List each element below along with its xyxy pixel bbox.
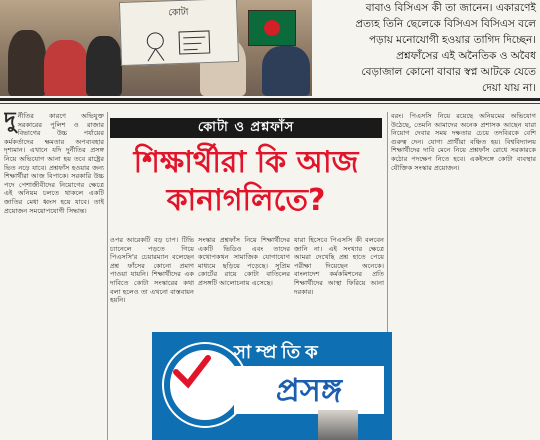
poster-text: কোটা xyxy=(168,7,189,19)
column-text: র্নীতির কারণে অভিযুক্ত সরকারের পুলিশ ও রাজার বিভাগের উচ্চ পর্যায়ের কর্মকর্তাদের ক্ষমতার অপব্যবহার দৃশ্যমান। এখানে যদি দুর্নীতির প্রসঙ্গ নিয়ে অভিযোগ আনা হয় তবে রাষ্ট্রের ভিত নড়ে যাবে। প্রশ্নফাঁস হওয়ার জন্য শিক্ষার্থীরা আজ বিপাকে। সরকারি উচ্চ পদে পেশাজীবীদের নিয়োগের ক্ষেত্রে এই অনিয়ম চলতে থাকলে একটি জাতির মেধা ধ্বংস হয়ে যাবে। তাই প্রয়োজন সময়োপযোগী সিদ্ধান্ত। xyxy=(4,112,104,215)
article-kicker: কোটা ও প্রশ্নফাঁস xyxy=(110,118,382,138)
author-photo xyxy=(318,410,358,440)
news-photo xyxy=(0,0,312,96)
text-line: প্রশ্নফাঁসের এই অনৈতিক ও অবৈধ xyxy=(396,50,536,62)
article-column-5 xyxy=(391,112,536,440)
column-divider xyxy=(107,112,108,440)
text-line: প্রত্যহ তিনি ছেলেকে বিসিএস বিসিএস বলে xyxy=(355,18,536,30)
section-divider xyxy=(0,98,540,101)
previous-article-ending xyxy=(318,0,536,96)
text-line: বাবাও বিসিএস কী তা জানেন। একারণেই xyxy=(365,2,536,14)
text-line: পড়ায় মনোযোগী হওয়ার তাগিদ দিচ্ছেন। xyxy=(368,34,536,46)
column-text: যারা হিসেবে পিএসসি কী বলবেন জানি না। এই সংখ্যার ক্ষেত্রে আমরা দেখেছি প্রশ্ন হাতে পেয়ে পরীক্ষা দিয়েছেন অনেকে। বাংলাদেশ কর্মকমিশনের প্রতি শিক্ষার্থীদের আস্থা ফিরিয়ে আনা দরকার। xyxy=(294,236,384,296)
column-text: সংস্কার প্রশ্নফাঁস নিয়ে শিক্ষার্থীদের একটি ভিডিও এবং তাদের কথোপকথন সামাজিক যোগাযোগ মাধ্যমে ছড়িয়ে পড়েছে। সুপ্রিম কোর্টের রায়ে কোটা বাতিলের প্রসঙ্গটি আলোচনায় এসেছে। xyxy=(198,236,290,287)
protester-figure xyxy=(44,40,88,96)
logo-main-word: প্রসঙ্গ xyxy=(234,366,384,414)
logo-top-word: সাম্প্রতিক xyxy=(234,342,323,363)
protester-figure xyxy=(8,30,46,96)
text-line: দেয়া যায় না। xyxy=(481,82,536,94)
headline-line-2: কানাগলিতে? xyxy=(166,183,326,218)
protester-figure xyxy=(86,36,122,96)
drop-cap: দু xyxy=(4,112,16,133)
bangladesh-flag xyxy=(248,10,296,46)
protest-poster xyxy=(119,0,239,66)
article-column-1 xyxy=(4,112,104,440)
article-column-2 xyxy=(110,236,194,332)
article-column-3 xyxy=(198,236,290,332)
section-divider-thin xyxy=(0,103,540,104)
checkmark-icon xyxy=(172,354,212,390)
headline-line-1: শিক্ষার্থীরা কি আজ xyxy=(133,145,359,180)
column-text: ওপর আরেকটি বড় চাপ। টিভি চ্যানেলে পড়তে গিয়ে পিএসসি'র চেয়ারম্যান বলেছেন প্রশ্ন ফাঁসের কোনো প্রমাণ পাওয়া যায়নি। শিক্ষার্থীদের এক দাবিতে কোটা সংস্কারের কথা বলা হলেও তা এখনো বাস্তবায়ন হয়নি। xyxy=(110,236,194,305)
poster-sketch-icon xyxy=(139,25,220,64)
article-headline xyxy=(110,144,382,220)
text-line: বেড়াজাল কোনো বাবার স্বপ্ন আটকে যেতে xyxy=(361,66,536,78)
column-text: বরং। পিএসসি নিয়ে রয়েছে অনিয়মের অভিযোগ উঠেছে, তেমনি আমাদের অনেক প্রশাসক আছেন যারা নিয়োগ দেবার সময় দক্ষতার চেয়ে তদবিরকে বেশি গুরুত্ব দেন। যোগ্য প্রার্থীরা বঞ্চিত হয়। বিশ্ববিদ্যালয় শিক্ষার্থীদের দাবি মেনে নিয়ে প্রশ্নফাঁস রোধে সরকারকে কঠোর পদক্ষেপ নিতে হবে। একইসঙ্গে কোটা ব্যবস্থার যৌক্তিক সংস্কার প্রয়োজন। xyxy=(391,112,536,172)
protester-figure xyxy=(262,46,310,96)
